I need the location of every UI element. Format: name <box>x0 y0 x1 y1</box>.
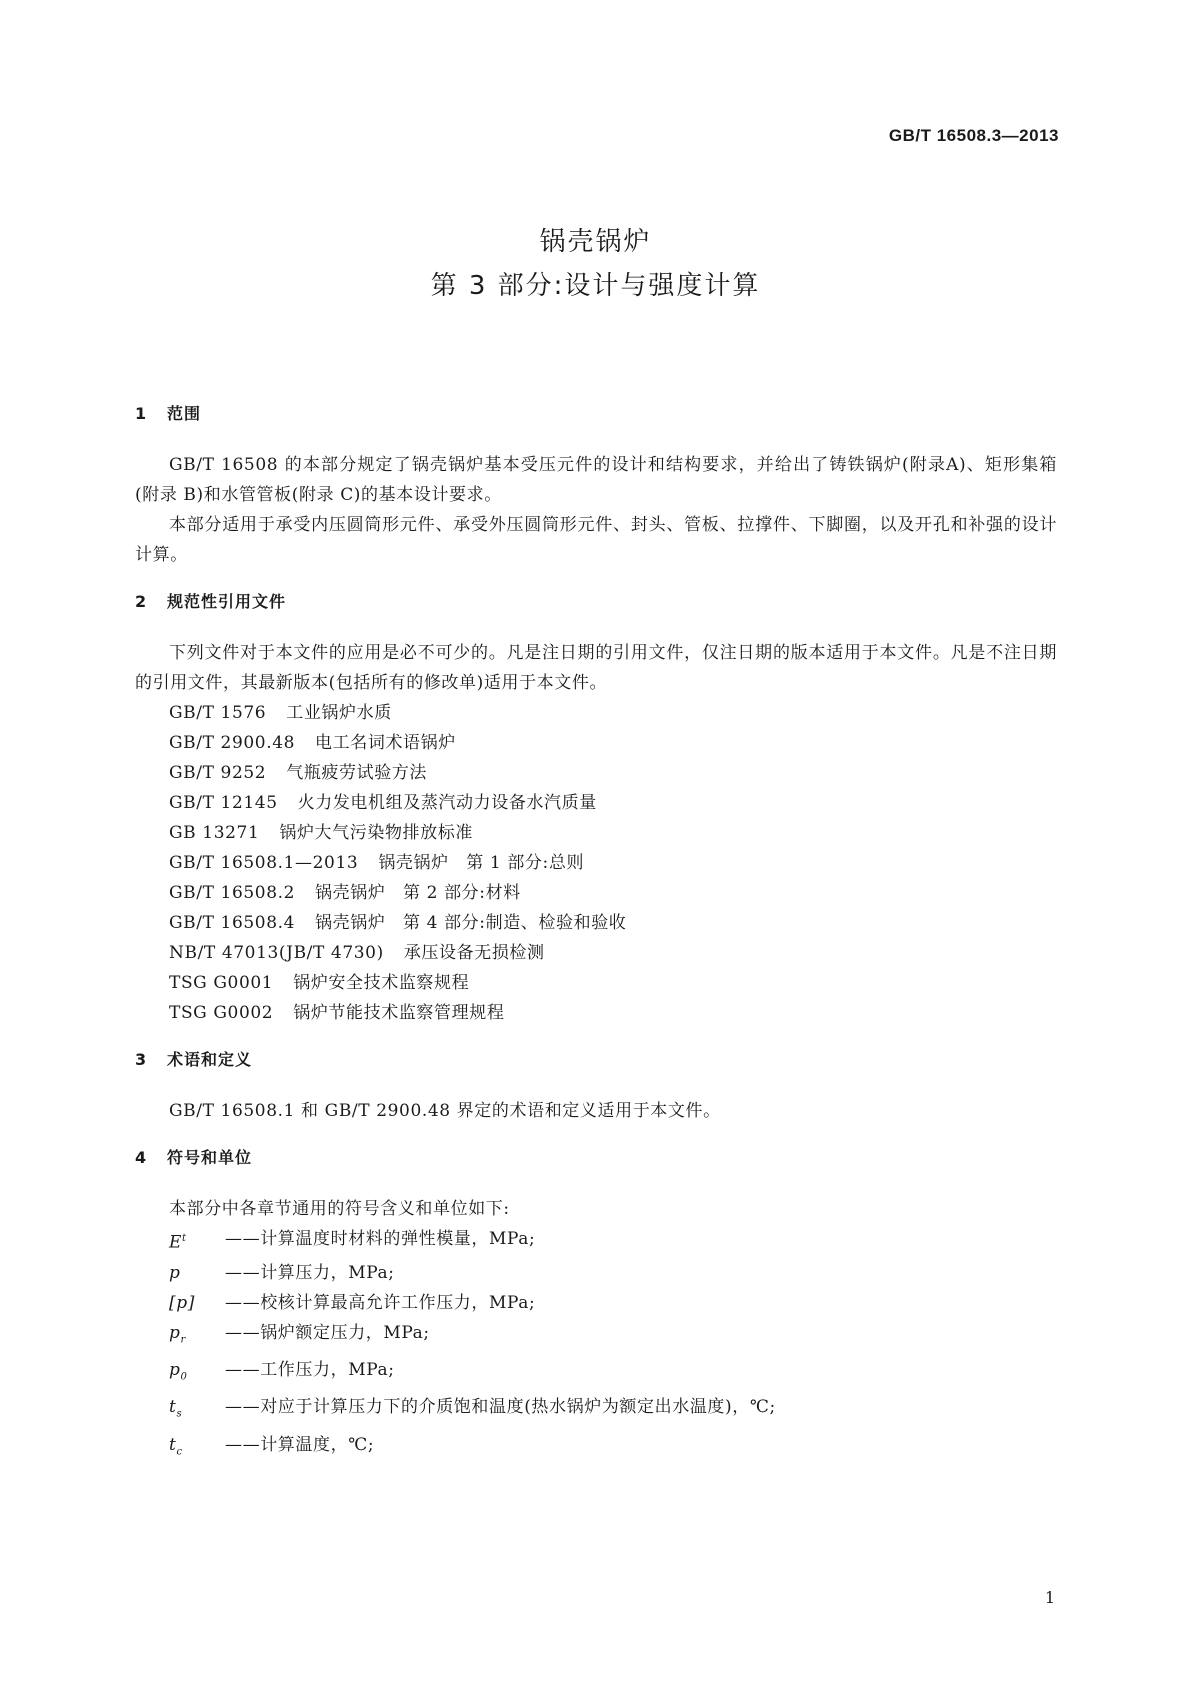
symbol: $E^t$ <box>169 1232 187 1253</box>
symbol: p <box>169 1262 181 1283</box>
spacer <box>135 616 1057 638</box>
symbol-description: ——工作压力，MPa; <box>225 1360 395 1381</box>
paragraph: 下列文件对于本文件的应用是必不可少的。凡是注日期的引用文件，仅注日期的版本适用于本文件。凡是不注日期的引用文件，其最新版本(包括所有的修改单)适用于本文件。 <box>135 643 1057 693</box>
reference-item <box>135 698 1057 728</box>
symbol-row <box>135 1224 1057 1258</box>
section-2-heading <box>135 588 1057 616</box>
reference-code: GB/T 2900.48 <box>169 733 296 753</box>
reference-item <box>135 968 1057 998</box>
content <box>135 400 1057 1467</box>
document-title: 锅壳锅炉 <box>539 227 652 257</box>
section-4-heading <box>135 1144 1057 1172</box>
symbol-description: ——锅炉额定压力，MPa; <box>225 1322 430 1343</box>
section-number: 2 <box>135 592 148 611</box>
section-3-heading <box>135 1046 1057 1074</box>
reference-title: 锅炉安全技术监察规程 <box>293 973 470 993</box>
symbol-row <box>135 1288 1057 1318</box>
reference-code: TSG G0002 <box>169 1003 274 1023</box>
reference-code: GB/T 16508.4 <box>169 913 296 933</box>
reference-item <box>135 758 1057 788</box>
symbol-row <box>135 1258 1057 1288</box>
reference-code: GB/T 12145 <box>169 793 278 813</box>
symbol-description: ——校核计算最高允许工作压力，MPa; <box>225 1292 536 1313</box>
reference-item <box>135 938 1057 968</box>
paragraph: GB/T 16508 的本部分规定了锅壳锅炉基本受压元件的设计和结构要求，并给出了铸铁锅炉(附录A)、矩形集箱(附录 B)和水管管板(附录 C)的基本设计要求。 <box>135 455 1057 505</box>
symbol-description: ——对应于计算压力下的介质饱和温度(热水锅炉为额定出水温度)，℃; <box>225 1397 776 1418</box>
reference-code: GB/T 16508.1—2013 <box>169 853 359 873</box>
section-number: 4 <box>135 1148 148 1167</box>
reference-item <box>135 998 1057 1028</box>
symbol-list <box>135 1224 1057 1467</box>
reference-item <box>135 818 1057 848</box>
reference-title: 锅壳锅炉 第 2 部分:材料 <box>315 883 521 903</box>
symbol: [p] <box>169 1292 195 1313</box>
section-number: 1 <box>135 404 148 423</box>
reference-title: 工业锅炉水质 <box>286 703 392 723</box>
reference-title: 锅壳锅炉 第 1 部分:总则 <box>378 853 585 873</box>
section-1-heading <box>135 400 1057 428</box>
section-title: 范围 <box>167 404 202 423</box>
page-number: 1 <box>1044 1588 1055 1607</box>
reference-title: 锅炉节能技术监察管理规程 <box>293 1003 505 1023</box>
paragraph: 本部分适用于承受内压圆筒形元件、承受外压圆筒形元件、封头、管板、拉撑件、下脚圈，以及开孔和补强的设计计算。 <box>135 515 1057 565</box>
section-title: 符号和单位 <box>167 1148 253 1167</box>
spacer <box>135 1172 1057 1194</box>
reference-code: GB/T 1576 <box>169 703 267 723</box>
reference-item <box>135 788 1057 818</box>
spacer <box>135 1028 1057 1046</box>
symbol: $t_s$ <box>169 1397 183 1420</box>
reference-title: 气瓶疲劳试验方法 <box>286 763 428 783</box>
reference-item <box>135 848 1057 878</box>
reference-code: GB 13271 <box>169 823 260 843</box>
reference-item <box>135 728 1057 758</box>
symbol: $p_r$ <box>169 1322 186 1346</box>
reference-title: 锅壳锅炉 第 4 部分:制造、检验和验收 <box>315 913 627 933</box>
spacer <box>135 1074 1057 1096</box>
reference-code: TSG G0001 <box>169 973 274 993</box>
symbol-row <box>135 1392 1057 1429</box>
reference-title: 火力发电机组及蒸汽动力设备水汽质量 <box>297 793 597 813</box>
reference-code: NB/T 47013(JB/T 4730) <box>169 943 384 963</box>
spacer <box>135 1126 1057 1144</box>
reference-title: 锅炉大气污染物排放标准 <box>279 823 473 843</box>
reference-code: GB/T 16508.2 <box>169 883 296 903</box>
symbol-description: ——计算压力，MPa; <box>225 1262 395 1283</box>
title-block <box>0 222 1191 306</box>
section-title: 规范性引用文件 <box>167 592 287 611</box>
symbol: $p_0$ <box>169 1360 188 1383</box>
spacer <box>135 570 1057 588</box>
symbol-row <box>135 1355 1057 1392</box>
section-number: 3 <box>135 1050 148 1069</box>
symbol-row <box>135 1318 1057 1355</box>
reference-title: 电工名词术语锅炉 <box>315 733 456 753</box>
symbol-description: ——计算温度，℃; <box>225 1434 375 1455</box>
section-title: 术语和定义 <box>167 1050 253 1069</box>
reference-title: 承压设备无损检测 <box>403 943 545 963</box>
reference-item <box>135 908 1057 938</box>
reference-item <box>135 878 1057 908</box>
spacer <box>135 428 1057 450</box>
document-subtitle: 第 3 部分:设计与强度计算 <box>430 271 761 301</box>
standard-number: GB/T 16508.3—2013 <box>888 126 1059 145</box>
reference-code: GB/T 9252 <box>169 763 267 783</box>
symbol-row <box>135 1430 1057 1467</box>
symbol-description: ——计算温度时材料的弹性模量，MPa; <box>225 1229 536 1249</box>
symbol: $t_c$ <box>169 1434 183 1458</box>
paragraph: 本部分中各章节通用的符号含义和单位如下: <box>169 1199 510 1219</box>
reference-list <box>135 698 1057 1028</box>
paragraph: GB/T 16508.1 和 GB/T 2900.48 界定的术语和定义适用于本文件。 <box>169 1101 721 1121</box>
